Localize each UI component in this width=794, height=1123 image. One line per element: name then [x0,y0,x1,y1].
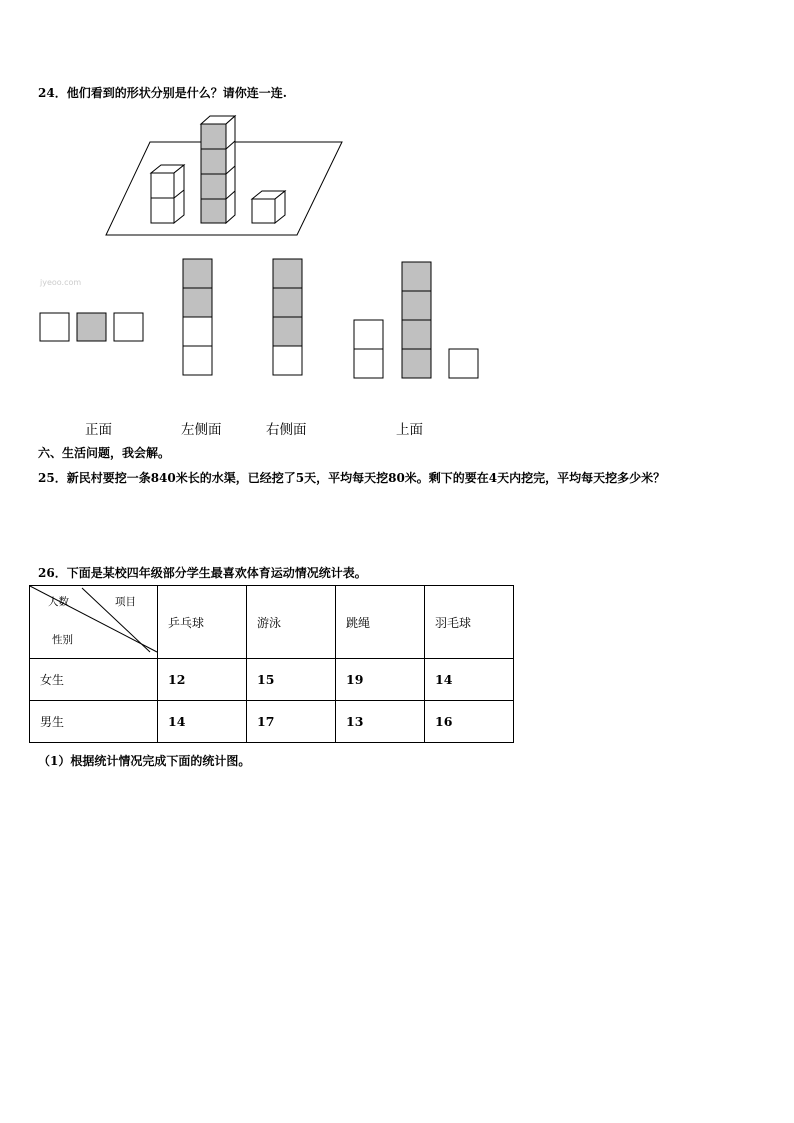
view-label-left: 左侧面 [181,422,222,438]
cube-figures [0,0,794,440]
table-header-row [30,586,514,659]
table-cell: 16 [425,701,514,743]
view-option-3 [273,259,302,375]
table-header-cell: 游泳 [247,586,336,659]
corner-label-count: 人数 [48,596,69,608]
section6-title: 六、生活问题，我会解。 [38,446,171,460]
table-header-cell: 羽毛球 [425,586,514,659]
view-option-2 [183,259,212,375]
table-header-cell: 跳绳 [336,586,425,659]
table-row [30,659,514,701]
sports-table [29,585,514,743]
table-cell: 15 [247,659,336,701]
view-label-right: 右侧面 [266,422,307,438]
watermark: jyeoo.com [40,278,82,287]
view-label-front: 正面 [85,422,112,438]
view-label-top: 上面 [396,422,423,438]
row-label-girls: 女生 [30,659,158,701]
q25-title: 25．新民村要挖一条840米长的水渠，已经挖了5天，平均每天挖80米。剩下的要在4天内挖完，平均每天挖多少米？ [38,471,666,485]
q24-title: 24．他们看到的形状分别是什么？请你连一连. [38,86,287,100]
table-cell: 17 [247,701,336,743]
table-cell: 14 [158,701,247,743]
table-row [30,701,514,743]
view-option-4 [354,262,478,378]
view-option-1 [40,313,143,341]
left-stack [151,165,184,223]
right-cube [252,191,285,223]
row-label-boys: 男生 [30,701,158,743]
corner-label-item: 项目 [115,596,136,608]
table-corner-cell [30,586,158,659]
table-header-cell: 乒乓球 [158,586,247,659]
table-cell: 14 [425,659,514,701]
table-cell: 13 [336,701,425,743]
table-cell: 19 [336,659,425,701]
corner-label-gender: 性别 [52,634,73,646]
q26-title: 26．下面是某校四年级部分学生最喜欢体育运动情况统计表。 [38,566,367,580]
center-stack [201,116,235,223]
table-cell: 12 [158,659,247,701]
q26-sub1: （1）根据统计情况完成下面的统计图。 [38,754,251,768]
